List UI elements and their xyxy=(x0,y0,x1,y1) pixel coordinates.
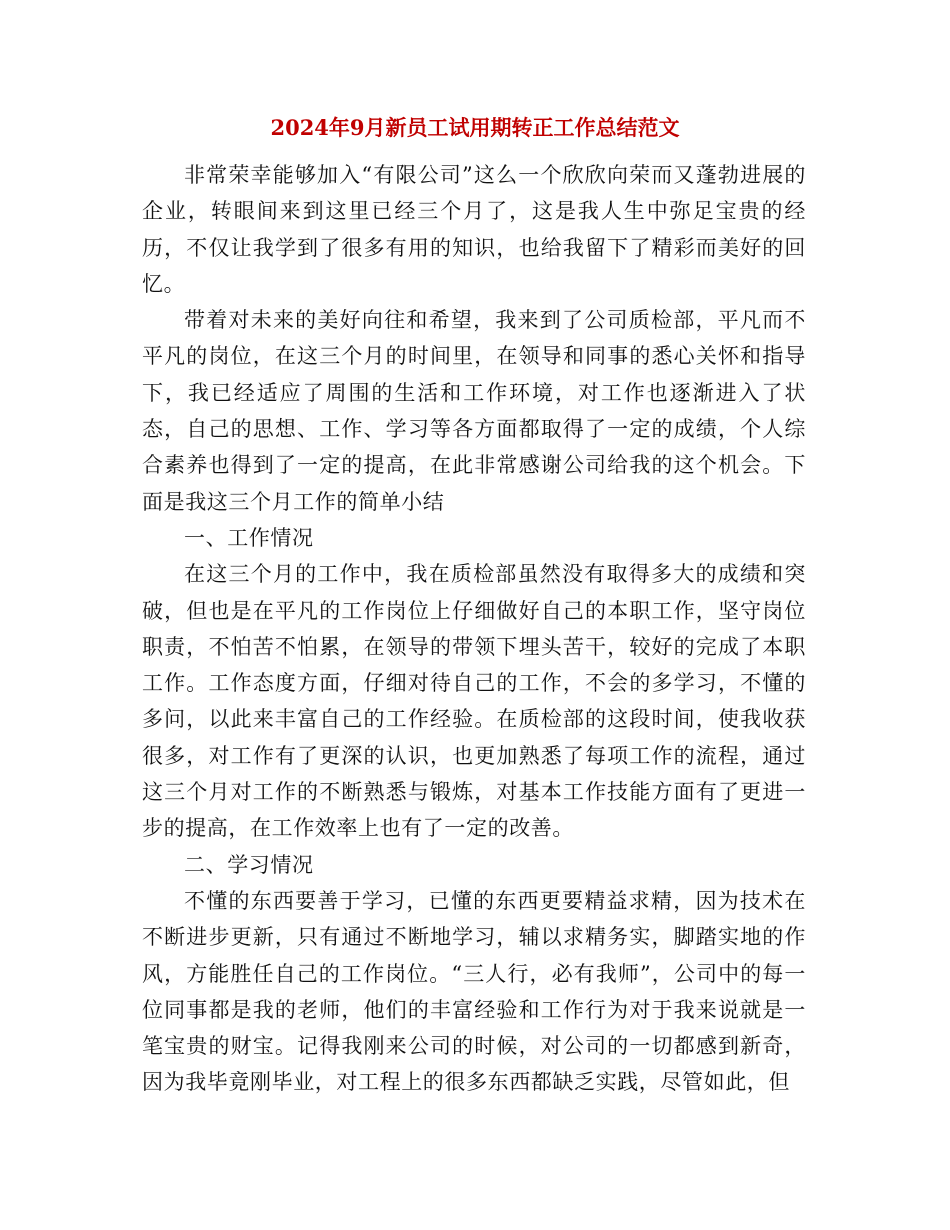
document-body xyxy=(142,157,806,1101)
section-text-study: 不懂的东西要善于学习，已懂的东西更要精益求精，因为技术在不断进步更新，只有通过不断地学习，辅以求精务实，脚踏实地的作风，方能胜任自己的工作岗位。“三人行，必有我师”，公司中的每一位同事都是我的老师，他们的丰富经验和工作行为对于我来说就是一笔宝贵的财宝。记得我刚来公司的时候，对公司的一切都感到新奇，因为我毕竟刚毕业，对工程上的很多东西都缺乏实践，尽管如此，但 xyxy=(142,888,806,1095)
intro-paragraph-2: 带着对未来的美好向往和希望，我来到了公司质检部，平凡而不平凡的岗位，在这三个月的时间里，在领导和同事的悉心关怀和指导下，我已经适应了周围的生活和工作环境，对工作也逐渐进入了状态，自己的思想、工作、学习等各方面都取得了一定的成绩，个人综合素养也得到了一定的提高，在此非常感谢公司给我的这个机会。下面是我这三个月工作的简单小结 xyxy=(142,308,806,514)
intro-paragraph-1: 非常荣幸能够加入“有限公司”这么一个欣欣向荣而又蓬勃进展的企业，转眼间来到这里已经三个月了，这是我人生中弥足宝贵的经历，不仅让我学到了很多有用的知识，也给我留下了精彩而美好的回忆。 xyxy=(142,163,806,296)
section-heading-work: 一、工作情况 xyxy=(184,525,314,550)
section-heading-study: 二、学习情况 xyxy=(184,852,314,877)
section-text-work: 在这三个月的工作中，我在质检部虽然没有取得多大的成绩和突破，但也是在平凡的工作岗位上仔细做好自己的本职工作，坚守岗位职责，不怕苦不怕累，在领导的带领下埋头苦干，较好的完成了本职工作。工作态度方面，仔细对待自己的工作，不会的多学习，不懂的多问，以此来丰富自己的工作经验。在质检部的这段时间，使我收获很多，对工作有了更深的认识，也更加熟悉了每项工作的流程，通过这三个月对工作的不断熟悉与锻炼，对基本工作技能方面有了更进一步的提高，在工作效率上也有了一定的改善。 xyxy=(142,562,806,841)
document-title: 2024年9月新员工试用期转正工作总结范文 xyxy=(270,115,680,140)
